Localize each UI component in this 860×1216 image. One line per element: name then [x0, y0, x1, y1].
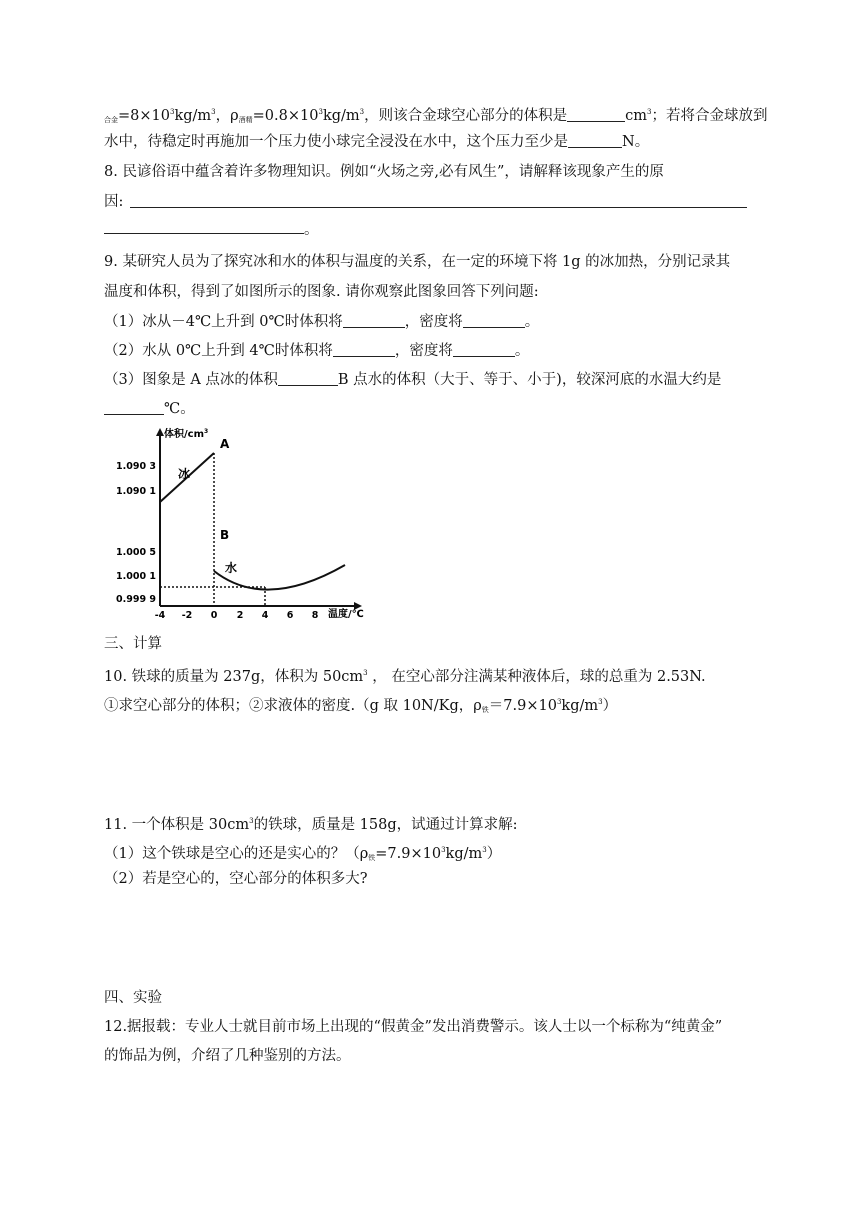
x-tick-label: 4	[261, 610, 269, 621]
q7-line1: 合金$=8\times 10^3kg/m^3$，ρ酒精$=0.8\times 10^3kg/m^3$，则该合金球空心部分的体积是 $cm^3$；若将合金球放到	[104, 108, 768, 124]
y-tick-label: 1.000 1	[116, 571, 156, 582]
y-axis-arrow	[156, 428, 164, 436]
x-tick-label: 0	[210, 610, 218, 621]
ice-label: 冰	[178, 467, 191, 481]
y-axis-label: 体积$/cm^3$	[164, 428, 209, 440]
x-tick-label: 2	[236, 610, 244, 621]
q11-line2: （1）这个铁球是空心的还是实心的？（ρ铁$=7.9\times 10^3kg/m^3$）	[104, 846, 502, 862]
point-b-label: B	[220, 528, 230, 542]
y-tick-label: 1.090 3	[116, 461, 156, 472]
q8-line1: 8. 民谚俗语中蕴含着许多物理知识。例如“火场之旁,必有风生”，请解释该现象产生的原	[104, 164, 664, 180]
answer-blank[interactable]	[278, 371, 338, 386]
answer-blank[interactable]	[333, 342, 395, 357]
q9-part4: ℃。	[104, 399, 195, 419]
x-tick-label: 8	[311, 610, 319, 621]
answer-blank[interactable]	[343, 313, 405, 328]
q9-part2: （2）水从 0℃上升到 4℃时体积将 ，密度将 。	[104, 343, 530, 359]
answer-blank[interactable]	[568, 133, 622, 148]
point-a-label: A	[220, 437, 230, 451]
answer-line[interactable]	[130, 207, 747, 208]
answer-blank[interactable]	[463, 313, 525, 328]
x-tick-label: -2	[181, 610, 193, 621]
q8-line2: 因:	[104, 194, 124, 210]
x-tick-label: 6	[286, 610, 294, 621]
q12-line1: 12.据报载：专业人士就目前市场上出现的“假黄金”发出消费警示。该人士以一个标称为“纯黄金”	[104, 1019, 723, 1035]
answer-blank[interactable]	[453, 342, 515, 357]
q12-line2: 的饰品为例，介绍了几种鉴别的方法。	[104, 1048, 351, 1064]
answer-blank[interactable]	[104, 400, 164, 415]
q10-line1: 10. 铁球的质量为 237g，体积为 $50cm^3$ ， 在空心部分注满某种液体后，球的总重为 2.53N.	[104, 669, 706, 685]
y-tick-label: 0.999 9	[116, 594, 156, 605]
section-3-title: 三、计算	[104, 636, 162, 652]
water-label: 水	[225, 561, 238, 575]
q11-line1: 11. 一个体积是 $30cm^3$的铁球，质量是 158g，试通过计算求解:	[104, 817, 518, 833]
q9-part3: （3）图象是 A 点冰的体积 B 点水的体积（大于、等于、小于)，较深河底的水温大约是	[104, 372, 722, 388]
x-tick-label: -4	[154, 610, 166, 621]
y-tick-label: 1.000 5	[116, 547, 156, 558]
volume-temperature-graph	[116, 426, 390, 621]
q8-line3-end: 。	[304, 222, 319, 238]
q7-line2: 水中，待稳定时再施加一个压力使小球完全浸没在水中，这个压力至少是 N。	[104, 134, 650, 150]
q9-stem-2: 温度和体积，得到了如图所示的图象. 请你观察此图象回答下列问题:	[104, 284, 539, 300]
q9-stem-1: 9. 某研究人员为了探究冰和水的体积与温度的关系，在一定的环境下将 1g 的冰加热，分别记录其	[104, 254, 731, 270]
answer-blank[interactable]	[567, 107, 625, 122]
q10-line2: ①求空心部分的体积；②求液体的密度.（g 取 10N/Kg，ρ铁$=7.9\times 10^3kg/m^3$）	[104, 698, 618, 714]
q11-line3: （2）若是空心的，空心部分的体积多大?	[104, 871, 368, 887]
x-axis-label: 温度/℃	[328, 609, 364, 620]
answer-line[interactable]	[104, 233, 304, 234]
section-4-title: 四、实验	[104, 990, 162, 1006]
q9-part1: （1）冰从－4℃上升到 0℃时体积将 ，密度将 。	[104, 314, 540, 330]
y-tick-label: 1.090 1	[116, 486, 156, 497]
